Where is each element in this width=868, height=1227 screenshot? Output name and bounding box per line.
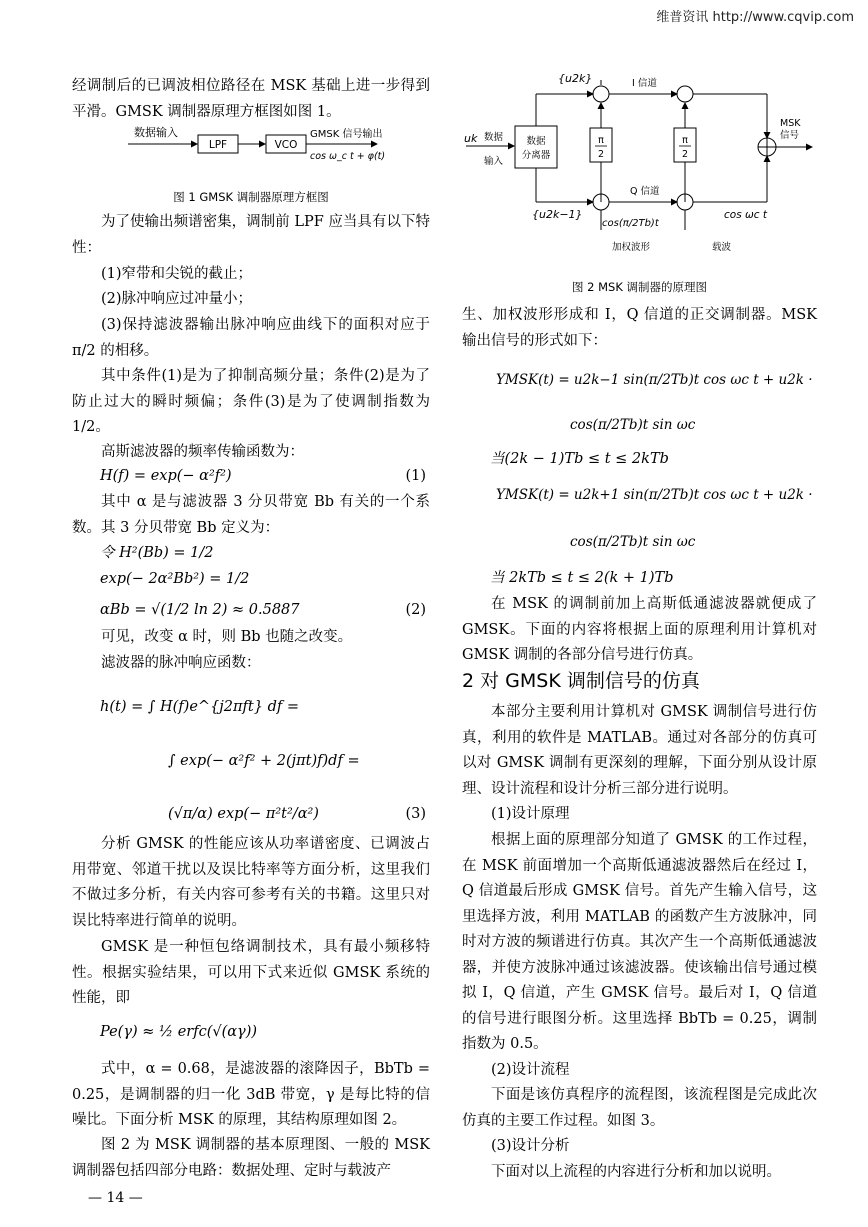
- equation-6b: cos(π/2Tb)t sin ωc: [570, 534, 696, 550]
- paragraph-flow: 下面是该仿真程序的流程图，该流程图是完成此次仿真的主要工作过程。如图 3。: [462, 1087, 817, 1129]
- equation-6c: 当 2kTb ≤ t ≤ 2(k + 1)Tb: [490, 570, 674, 586]
- paragraph-performance: 分析 GMSK 的性能应该从功率谱密度、已调波占用带宽、邻道干扰以及误比特率等方面分析，这里我们不做过多分析，有关内容可参考有关的书籍。这里只对误比特率进行简单的说明。: [72, 836, 430, 929]
- weight-waveform-label: 加权波形: [612, 242, 651, 253]
- subsection-design-analysis: (3)设计分析: [491, 1138, 570, 1154]
- fig1-carrier-label: cos ω_c t + φ(t): [310, 151, 386, 162]
- paragraph-simulation: 本部分主要利用计算机对 GMSK 调制信号进行仿真，利用的软件是 MATLAB。通过对各部分的仿真可以对 GMSK 调制有更深刻的理解，下面分别从设计原理、设计流程和设计分析三部分进行说明。: [462, 704, 817, 797]
- list-item-1: (1)窄带和尖锐的截止；: [101, 266, 253, 282]
- page-number: — 14 —: [88, 1190, 143, 1206]
- subsection-design-principle: (1)设计原理: [491, 806, 570, 822]
- paragraph-gmsk: 在 MSK 的调制前加上高斯低通滤波器就便成了 GMSK。下面的内容将根据上面的原理利用计算机对 GMSK 调制的各部分信号进行仿真。: [462, 596, 817, 663]
- equation-b: exp(− 2α²Bb²) = 1/2: [100, 571, 250, 587]
- carrier-label: 载波: [712, 242, 732, 253]
- carrier-delay-den: 2: [681, 149, 689, 160]
- paragraph-generation: 生、加权波形形成和 I，Q 信道的正交调制器。MSK 输出信号的形式如下：: [462, 307, 817, 349]
- splitter-label-1: 数据: [526, 136, 546, 147]
- paragraph-where: 式中，α = 0.68，是滤波器的滚降因子，BbTb = 0.25，是调制器的归一化 3dB 带宽，γ 是每比特的信噪比。下面分析 MSK 的原理，其结构原理如图 2。: [72, 1061, 430, 1128]
- splitter-label-2: 分离器: [521, 150, 551, 161]
- paragraph-conditions: 其中条件(1)是为了抑制高频分量；条件(2)是为了防止过大的瞬时频偏；条件(3)是为了使调制指数为 1/2。: [72, 368, 430, 435]
- data-input-label-1: 数据: [484, 132, 504, 143]
- q-channel-label: Q 信道: [630, 186, 660, 197]
- lpf-label: LPF: [208, 139, 228, 151]
- figure-1-diagram: [72, 122, 430, 168]
- paragraph-constant-envelope: GMSK 是一种恒包络调制技术，具有最小频移特性。根据实验结果，可以用下式来近似 GMSK 系统的性能，即: [72, 939, 430, 1006]
- paragraph-lpf: 为了使输出频谱密集，调制前 LPF 应当具有以下特性：: [72, 214, 430, 256]
- equation-1: H(f) = exp(− α²f²): [100, 468, 232, 484]
- fig1-output-label: GMSK 信号输出: [310, 129, 383, 140]
- figure-2-caption: 图 2 MSK 调制器的原理图: [571, 280, 708, 294]
- figure-1-caption: 图 1 GMSK 调制器原理方框图: [173, 190, 329, 204]
- carrier-delay-num: π: [682, 135, 688, 146]
- i-channel-label: I 信道: [632, 78, 657, 89]
- list-item-2: (2)脉冲响应过冲量小；: [101, 291, 253, 307]
- i-mixer-1: [593, 86, 609, 102]
- figure-2-diagram: [462, 68, 817, 258]
- equation-5b: cos(π/2Tb)t sin ωc: [570, 417, 696, 433]
- watermark: 维普资讯 http://www.cqvip.com: [656, 10, 854, 25]
- equation-5a: YMSK(t) = u2k−1 sin(π/2Tb)t cos ωc t + u2k ·: [496, 372, 813, 388]
- weight-delay-den: 2: [597, 149, 605, 160]
- paragraph-change: 可见，改变 α 时，则 Bb 也随之改变。: [101, 629, 353, 645]
- msk-output-label-2: 信号: [780, 130, 800, 141]
- uk-label: uk: [464, 132, 478, 145]
- equation-3b: ∫ exp(− α²f² + 2(jπt)f)df =: [168, 753, 360, 769]
- paragraph-intro: 经调制后的已调波相位路径在 MSK 基础上进一步得到平滑。GMSK 调制器原理方框图如图 1。: [72, 78, 430, 120]
- paragraph-transfer: 高斯滤波器的频率传输函数为：: [101, 444, 304, 460]
- equation-5c: 当(2k − 1)Tb ≤ t ≤ 2kTb: [490, 451, 669, 467]
- equation-4: Pe(γ) ≈ ½ erfc(√(αγ)): [100, 1024, 258, 1040]
- equation-2: αBb = √(1/2 ln 2) ≈ 0.5887: [100, 602, 300, 618]
- paragraph-alpha: 其中 α 是与滤波器 3 分贝带宽 Bb 有关的一个系数。其 3 分贝带宽 Bb 定义为：: [72, 494, 430, 536]
- section-heading: 2 对 GMSK 调制信号的仿真: [462, 670, 700, 692]
- i-mixer-2: [677, 86, 693, 102]
- u2k-1-label: {u2k−1}: [532, 208, 583, 221]
- cos-carrier-label: cos ωc t: [724, 209, 768, 221]
- data-input-label-2: 输入: [484, 156, 504, 167]
- paragraph-fig2-intro: 图 2 为 MSK 调制器的基本原理图、一般的 MSK 调制器包括四部分电路：数据处理、定时与载波产: [72, 1137, 430, 1179]
- vco-label: VCO: [274, 139, 298, 151]
- weight-delay-num: π: [598, 135, 604, 146]
- msk-output-label-1: MSK: [780, 118, 801, 129]
- equation-a: 令 H²(Bb) = 1/2: [100, 545, 214, 561]
- equation-3a: h(t) = ∫ H(f)e^{j2πft} df =: [100, 699, 299, 715]
- equation-6a: YMSK(t) = u2k+1 sin(π/2Tb)t cos ωc t + u2k ·: [496, 487, 813, 503]
- u2k-label: {u2k}: [558, 72, 593, 85]
- subsection-design-flow: (2)设计流程: [491, 1062, 570, 1078]
- paragraph-impulse: 滤波器的脉冲响应函数：: [101, 655, 261, 671]
- data-splitter-block: [515, 126, 557, 168]
- list-item-3: (3)保持滤波器输出脉冲响应曲线下的面积对应于 π/2 的相移。: [72, 317, 430, 359]
- cos-weight-label: cos(π/2Tb)t: [602, 218, 659, 229]
- fig1-input-label: 数据输入: [134, 126, 178, 139]
- equation-3c: (√π/α) exp(− π²t²/α²): [168, 806, 319, 822]
- paragraph-analysis: 下面对以上流程的内容进行分析和加以说明。: [491, 1164, 781, 1180]
- paragraph-design: 根据上面的原理部分知道了 GMSK 的工作过程，在 MSK 前面增加一个高斯低通滤波器然后在经过 I，Q 信道最后形成 GMSK 信号。首先产生输入信号，这里选择方波，利用 MATLAB 的函数产生方波脉冲，同时对方波的频谱进行仿真。其次产生一个高斯低通滤波器，并使方波脉冲通过该滤波器。使该输出信号通过模拟 I，Q 信道，产生 GMSK 信号。最后对 I，Q 信道的信号进行眼图分析。这里选择 BbTb = 0.25，调制指数为 0.5。: [462, 832, 817, 1052]
